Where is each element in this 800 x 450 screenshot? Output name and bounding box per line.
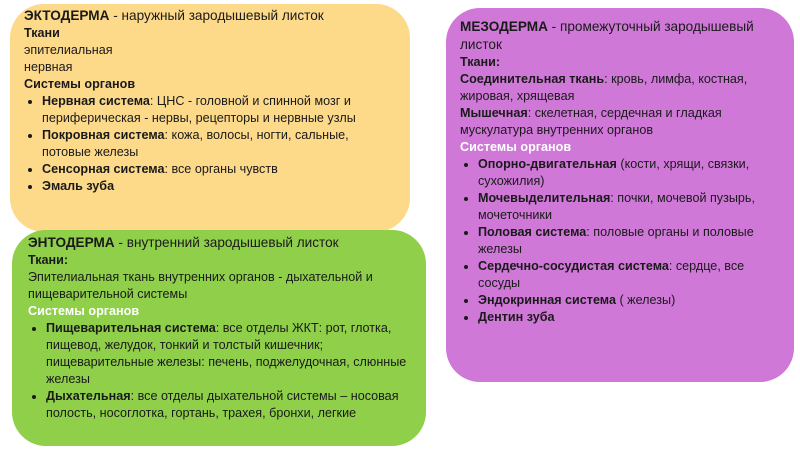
list-item: • Половая система: половые органы и половые железы	[478, 224, 782, 258]
mesoderm-tissues-heading: Ткани:	[460, 55, 501, 69]
mesoderm-title: МЕЗОДЕРМА - промежуточный зародышевый листок	[460, 19, 754, 52]
endoderm-tissues-heading: Ткани:	[28, 253, 69, 267]
list-item: • Покровная система: кожа, волосы, ногти, сальные, потовые железы	[42, 127, 396, 161]
list-item: • Опорно-двигательная (кости, хрящи, связки, сухожилия)	[478, 156, 782, 190]
list-item: • Мочевыделительная: почки, мочевой пузырь, мочеточники	[478, 190, 782, 224]
mesoderm-panel	[446, 8, 794, 382]
list-item: • Сенсорная система: все органы чувств	[42, 161, 396, 178]
list-item: • Дентин зуба	[478, 309, 782, 326]
list-item: • Нервная система: ЦНС - головной и спинной мозг и периферическая - нервы, рецепторы и нервные узлы	[42, 93, 396, 127]
list-item: • Эндокринная система ( железы)	[478, 292, 782, 309]
ectoderm-systems-heading: Системы органов	[24, 77, 136, 91]
ectoderm-systems-list	[24, 93, 396, 195]
endoderm-tissues-text: Эпителиальная ткань внутренних органов - дыхательной и пищеварительной системы	[28, 270, 373, 301]
endoderm-title: ЭНТОДЕРМА - внутренний зародышевый листок	[28, 235, 339, 250]
mesoderm-systems-list	[460, 156, 782, 326]
mesoderm-tissue-item: Соединительная ткань: кровь, лимфа, костная, жировая, хрящевая	[460, 72, 748, 103]
ectoderm-title: ЭКТОДЕРМА - наружный зародышевый листок	[24, 8, 324, 23]
mesoderm-tissue-item: Мышечная: скелетная, сердечная и гладкая мускулатура внутренних органов	[460, 106, 722, 137]
list-item: • Сердечно-сосудистая система: сердце, все сосуды	[478, 258, 782, 292]
ectoderm-tissue-item: нервная	[24, 60, 73, 74]
ectoderm-panel	[10, 4, 410, 232]
list-item: • Пищеварительная система: все отделы ЖКТ: рот, глотка, пищевод, желудок, тонкий и толстый кишечник; пищеварительные железы: печень, поджелудочная, слюнные железы	[46, 320, 412, 388]
endoderm-systems-heading: Системы органов	[28, 304, 140, 318]
endoderm-systems-list	[28, 320, 412, 422]
list-item: • Дыхательная: все отделы дыхательной системы – носовая полость, носоглотка, гортань, трахея, бронхи, легкие	[46, 388, 412, 422]
ectoderm-tissue-item: эпителиальная	[24, 43, 113, 57]
endoderm-panel	[12, 230, 426, 446]
ectoderm-tissues-heading: Ткани	[24, 26, 60, 40]
mesoderm-systems-heading: Системы органов	[460, 140, 572, 154]
list-item: • Эмаль зуба	[42, 178, 396, 195]
